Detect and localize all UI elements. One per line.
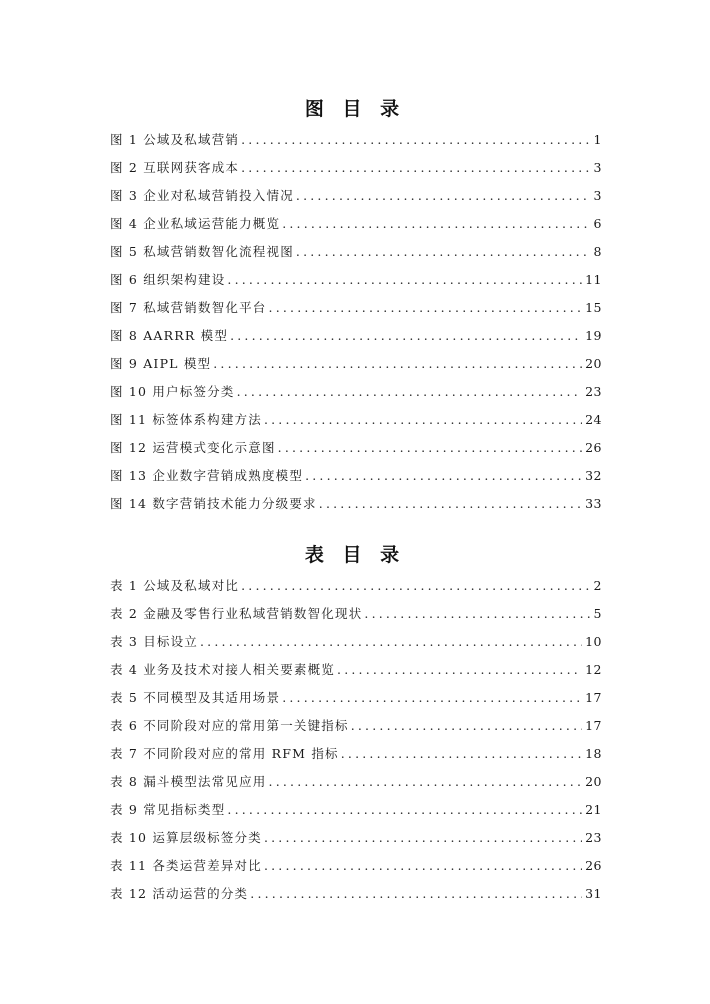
figure-toc-entry[interactable]	[110, 126, 602, 154]
dot-leader	[250, 880, 582, 908]
figure-toc-entry-label: 图 1 公域及私域营销	[110, 132, 240, 147]
table-toc-entry-label: 表 6 不同阶段对应的常用第一关键指标	[110, 718, 349, 733]
dot-leader	[241, 572, 590, 600]
table-toc-entry-label: 表 4 业务及技术对接人相关要素概览	[110, 662, 336, 677]
table-toc-entry-page-number: 21	[585, 802, 602, 817]
table-toc-entry-page-number: 20	[585, 774, 602, 789]
figure-toc-entry[interactable]	[110, 462, 602, 490]
table-toc-entry-label: 表 3 目标设立	[110, 634, 198, 649]
figure-toc-entry[interactable]	[110, 490, 602, 518]
table-toc-entry-label: 表 8 漏斗模型法常见应用	[110, 774, 267, 789]
figure-toc-entry-page-number: 23	[585, 384, 602, 399]
table-toc-entry-label: 表 2 金融及零售行业私域营销数智化现状	[110, 606, 363, 621]
table-toc-entry[interactable]	[110, 572, 602, 600]
dot-leader	[305, 462, 582, 490]
figure-toc-entry[interactable]	[110, 182, 602, 210]
dot-leader	[269, 294, 583, 322]
figure-toc-entry-label: 图 8 AARRR 模型	[110, 328, 229, 343]
tables-toc-title: 表 目 录	[304, 544, 406, 566]
dot-leader	[278, 434, 582, 462]
dot-leader	[264, 824, 582, 852]
table-toc-entry-page-number: 26	[585, 858, 602, 873]
figure-toc-entry-label: 图 14 数字营销技术能力分级要求	[110, 496, 317, 511]
figure-toc-entry-label: 图 6 组织架构建设	[110, 272, 226, 287]
table-toc-entry[interactable]	[110, 880, 602, 908]
figure-toc-entry-page-number: 3	[593, 160, 602, 175]
figure-toc-entry-page-number: 6	[593, 216, 602, 231]
table-toc-entry-page-number: 5	[593, 606, 602, 621]
dot-leader	[351, 712, 582, 740]
table-toc-entry-page-number: 31	[585, 886, 602, 901]
figure-toc-entry-page-number: 19	[585, 328, 602, 343]
dot-leader	[237, 378, 583, 406]
table-toc-entry[interactable]	[110, 852, 602, 880]
figure-toc-entry-page-number: 24	[585, 412, 602, 427]
dot-leader	[200, 628, 582, 656]
table-toc-entry-page-number: 17	[585, 690, 602, 705]
table-toc-entry-page-number: 23	[585, 830, 602, 845]
table-toc-entry-label: 表 9 常见指标类型	[110, 802, 226, 817]
figure-toc-entry[interactable]	[110, 266, 602, 294]
table-toc-entry-label: 表 10 运算层级标签分类	[110, 830, 262, 845]
table-toc-entry-page-number: 2	[593, 578, 602, 593]
table-toc-entry[interactable]	[110, 600, 602, 628]
figure-toc-entry-label: 图 12 运营模式变化示意图	[110, 440, 276, 455]
table-toc-entry-label: 表 11 各类运营差异对比	[110, 858, 262, 873]
tables-toc-list	[110, 572, 602, 908]
figure-toc-entry[interactable]	[110, 350, 602, 378]
table-toc-entry-page-number: 17	[585, 718, 602, 733]
dot-leader	[227, 796, 582, 824]
figure-toc-entry-page-number: 33	[585, 496, 602, 511]
figure-toc-entry[interactable]	[110, 154, 602, 182]
dot-leader	[241, 154, 590, 182]
figure-toc-entry-label: 图 11 标签体系构建方法	[110, 412, 262, 427]
figure-toc-entry-page-number: 3	[593, 188, 602, 203]
figure-toc-entry-page-number: 26	[585, 440, 602, 455]
figure-toc-entry-label: 图 10 用户标签分类	[110, 384, 235, 399]
dot-leader	[213, 350, 582, 378]
figures-toc-list	[110, 126, 602, 518]
dot-leader	[264, 406, 582, 434]
table-toc-entry-label: 表 5 不同模型及其适用场景	[110, 690, 281, 705]
dot-leader	[341, 740, 582, 768]
figure-toc-entry-page-number: 1	[593, 132, 602, 147]
dot-leader	[319, 490, 582, 518]
table-toc-entry[interactable]	[110, 824, 602, 852]
dot-leader	[364, 600, 590, 628]
dot-leader	[282, 684, 582, 712]
figure-toc-entry[interactable]	[110, 210, 602, 238]
figure-toc-entry[interactable]	[110, 378, 602, 406]
table-toc-entry[interactable]	[110, 712, 602, 740]
table-toc-entry[interactable]	[110, 740, 602, 768]
figure-toc-entry-page-number: 32	[585, 468, 602, 483]
dot-leader	[282, 210, 590, 238]
dot-leader	[296, 238, 591, 266]
dot-leader	[241, 126, 590, 154]
figure-toc-entry[interactable]	[110, 238, 602, 266]
dot-leader	[264, 852, 582, 880]
figure-toc-entry-label: 图 5 私域营销数智化流程视图	[110, 244, 294, 259]
figure-toc-entry[interactable]	[110, 434, 602, 462]
figure-toc-entry-page-number: 11	[585, 272, 602, 287]
dot-leader	[296, 182, 591, 210]
dot-leader	[269, 768, 583, 796]
table-toc-entry-label: 表 1 公域及私域对比	[110, 578, 240, 593]
figure-toc-entry-label: 图 4 企业私域运营能力概览	[110, 216, 281, 231]
figure-toc-entry-label: 图 2 互联网获客成本	[110, 160, 240, 175]
figure-toc-entry-page-number: 8	[593, 244, 602, 259]
table-toc-entry[interactable]	[110, 796, 602, 824]
table-toc-entry[interactable]	[110, 656, 602, 684]
table-toc-entry-label: 表 12 活动运营的分类	[110, 886, 249, 901]
figure-toc-entry-label: 图 7 私域营销数智化平台	[110, 300, 267, 315]
table-toc-entry-page-number: 18	[585, 746, 602, 761]
figure-toc-entry-label: 图 13 企业数字营销成熟度模型	[110, 468, 304, 483]
table-toc-entry-label: 表 7 不同阶段对应的常用 RFM 指标	[110, 746, 339, 761]
table-toc-entry[interactable]	[110, 768, 602, 796]
figure-toc-entry-page-number: 20	[585, 356, 602, 371]
dot-leader	[337, 656, 582, 684]
table-toc-entry[interactable]	[110, 628, 602, 656]
dot-leader	[227, 266, 582, 294]
figure-toc-entry-page-number: 15	[585, 300, 602, 315]
dot-leader	[230, 322, 582, 350]
figure-toc-entry-label: 图 9 AIPL 模型	[110, 356, 212, 371]
figure-toc-entry[interactable]	[110, 406, 602, 434]
table-toc-entry-page-number: 10	[585, 634, 602, 649]
table-toc-entry-page-number: 12	[585, 662, 602, 677]
table-toc-entry[interactable]	[110, 684, 602, 712]
figure-toc-entry[interactable]	[110, 294, 602, 322]
figure-toc-entry[interactable]	[110, 322, 602, 350]
figure-toc-entry-label: 图 3 企业对私域营销投入情况	[110, 188, 294, 203]
figures-toc-title: 图 目 录	[304, 98, 406, 120]
